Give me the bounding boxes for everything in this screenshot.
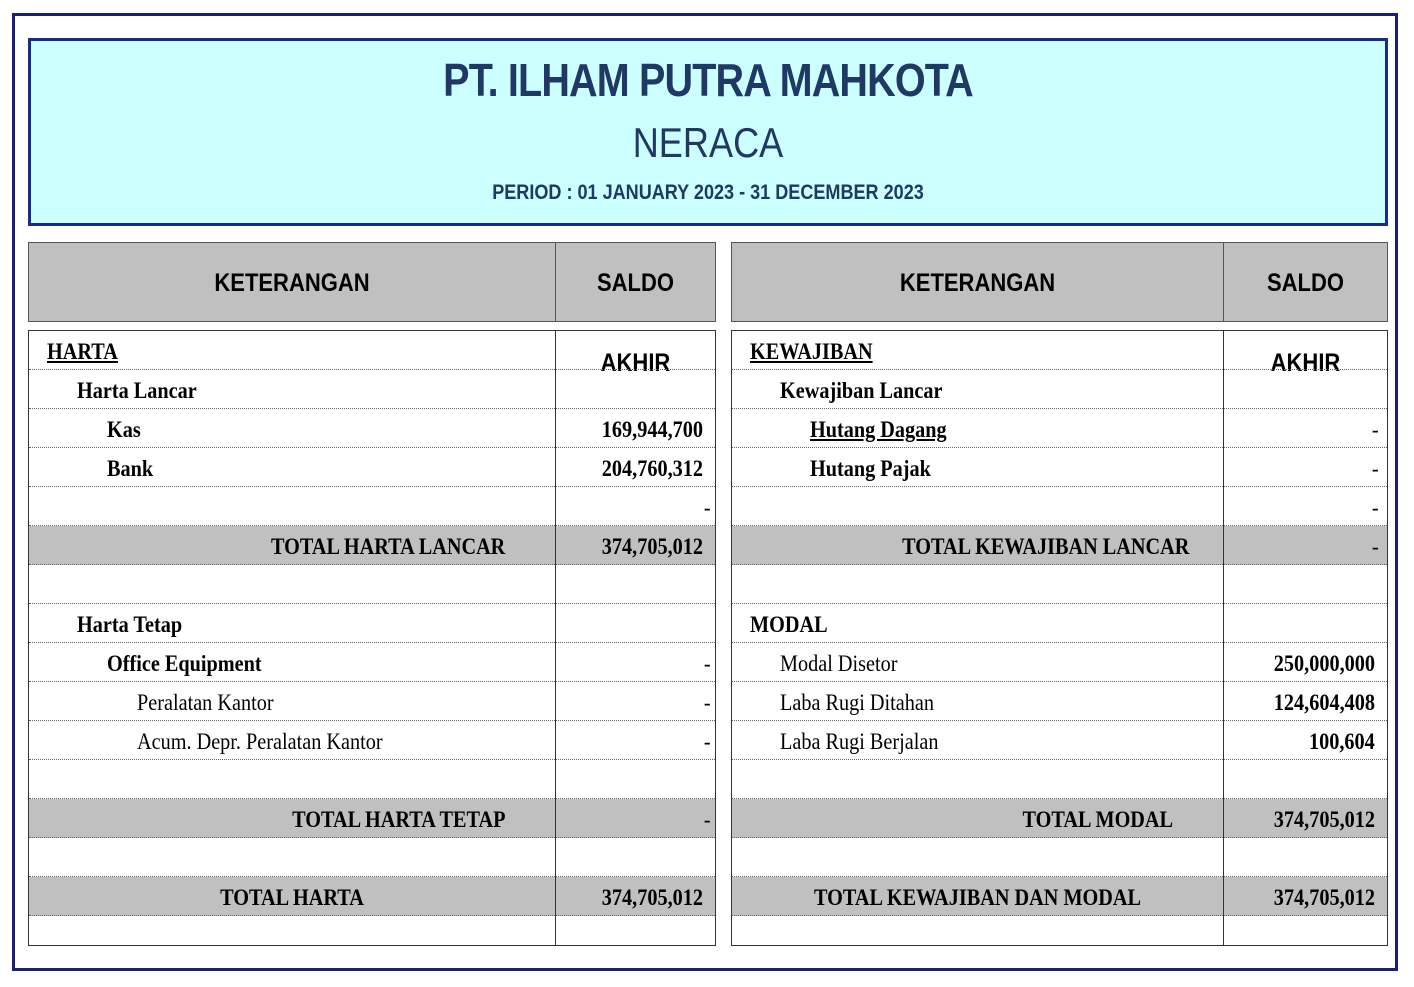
column-header-balance: SALDO AKHIR	[597, 269, 674, 377]
column-header-description: KETERANGAN	[899, 269, 1056, 297]
liabilities-panel	[731, 242, 1388, 910]
row-label: Peralatan Kantor	[137, 690, 274, 715]
total-row-assets	[29, 877, 715, 916]
table-row	[732, 838, 1387, 877]
group-title-current-liabilities: Kewajiban Lancar	[780, 378, 943, 403]
row-label: Office Equipment	[107, 651, 262, 676]
section-title-liabilities: KEWAJIBAN	[750, 339, 873, 364]
assets-panel	[28, 242, 716, 910]
total-label: TOTAL KEWAJIBAN LANCAR	[901, 534, 1189, 559]
total-row-fixed-assets	[29, 799, 715, 838]
table-row	[29, 448, 715, 487]
table-row	[732, 565, 1387, 604]
row-label: Hutang Dagang	[810, 417, 947, 442]
report-title: NERACA	[632, 119, 784, 166]
row-value: -	[704, 729, 711, 754]
table-row	[29, 565, 715, 604]
total-row-liabilities-equity	[732, 877, 1387, 916]
table-row	[29, 331, 715, 370]
row-value: -	[704, 495, 711, 520]
table-row	[29, 838, 715, 877]
row-value: -	[704, 690, 711, 715]
table-row	[29, 760, 715, 799]
column-header-balance: SALDO AKHIR	[1267, 269, 1344, 377]
total-row-current-assets	[29, 526, 715, 565]
row-label: Hutang Pajak	[810, 456, 931, 481]
row-value: -	[1372, 495, 1379, 520]
company-name: PT. ILHAM PUTRA MAHKOTA	[443, 54, 973, 106]
group-title-fixed-assets: Harta Tetap	[77, 612, 183, 637]
table-row	[732, 604, 1387, 643]
column-header-description: KETERANGAN	[214, 269, 370, 297]
row-label: Laba Rugi Ditahan	[780, 690, 935, 715]
section-title-assets: HARTA	[47, 339, 118, 364]
row-label: Kas	[107, 417, 141, 442]
table-row	[29, 604, 715, 643]
table-row	[732, 643, 1387, 682]
total-value: -	[704, 807, 711, 832]
report-header	[28, 38, 1388, 226]
total-label: TOTAL HARTA	[220, 885, 364, 910]
total-row-equity	[732, 799, 1387, 838]
row-label: Bank	[107, 456, 154, 481]
total-label: TOTAL HARTA LANCAR	[270, 534, 505, 559]
total-value: -	[1372, 534, 1379, 559]
table-row	[732, 448, 1387, 487]
total-label: TOTAL KEWAJIBAN DAN MODAL	[813, 885, 1142, 910]
row-value: 169,944,700	[601, 417, 703, 442]
table-row	[732, 760, 1387, 799]
total-row-current-liabilities	[732, 526, 1387, 565]
total-value: 374,705,012	[1273, 885, 1375, 910]
group-title-current-assets: Harta Lancar	[77, 378, 197, 403]
table-row	[29, 643, 715, 682]
table-row	[29, 370, 715, 409]
table-row	[732, 487, 1387, 526]
row-value: 124,604,408	[1273, 690, 1375, 715]
table-row	[732, 370, 1387, 409]
row-value: 250,000,000	[1273, 651, 1375, 676]
assets-table-body	[28, 330, 716, 946]
table-row	[732, 682, 1387, 721]
group-title-equity: MODAL	[750, 612, 828, 637]
table-row	[732, 721, 1387, 760]
report-period: PERIOD : 01 JANUARY 2023 - 31 DECEMBER 2023	[492, 181, 924, 204]
row-label: Modal Disetor	[780, 651, 898, 676]
total-label: TOTAL HARTA TETAP	[291, 807, 505, 832]
table-row	[29, 721, 715, 760]
table-row	[732, 409, 1387, 448]
table-row	[732, 331, 1387, 370]
table-row	[29, 682, 715, 721]
row-value: -	[1372, 417, 1379, 442]
total-value: 374,705,012	[1273, 807, 1375, 832]
row-value: 100,604	[1309, 729, 1375, 754]
total-value: 374,705,012	[601, 534, 703, 559]
row-value: -	[1372, 456, 1379, 481]
liabilities-table-body	[731, 330, 1388, 946]
row-value: 204,760,312	[601, 456, 703, 481]
row-label: Acum. Depr. Peralatan Kantor	[137, 729, 383, 754]
row-label: Laba Rugi Berjalan	[780, 729, 939, 754]
total-label: TOTAL MODAL	[1022, 807, 1173, 832]
table-row	[29, 409, 715, 448]
row-value: -	[704, 651, 711, 676]
table-row	[29, 487, 715, 526]
total-value: 374,705,012	[601, 885, 703, 910]
